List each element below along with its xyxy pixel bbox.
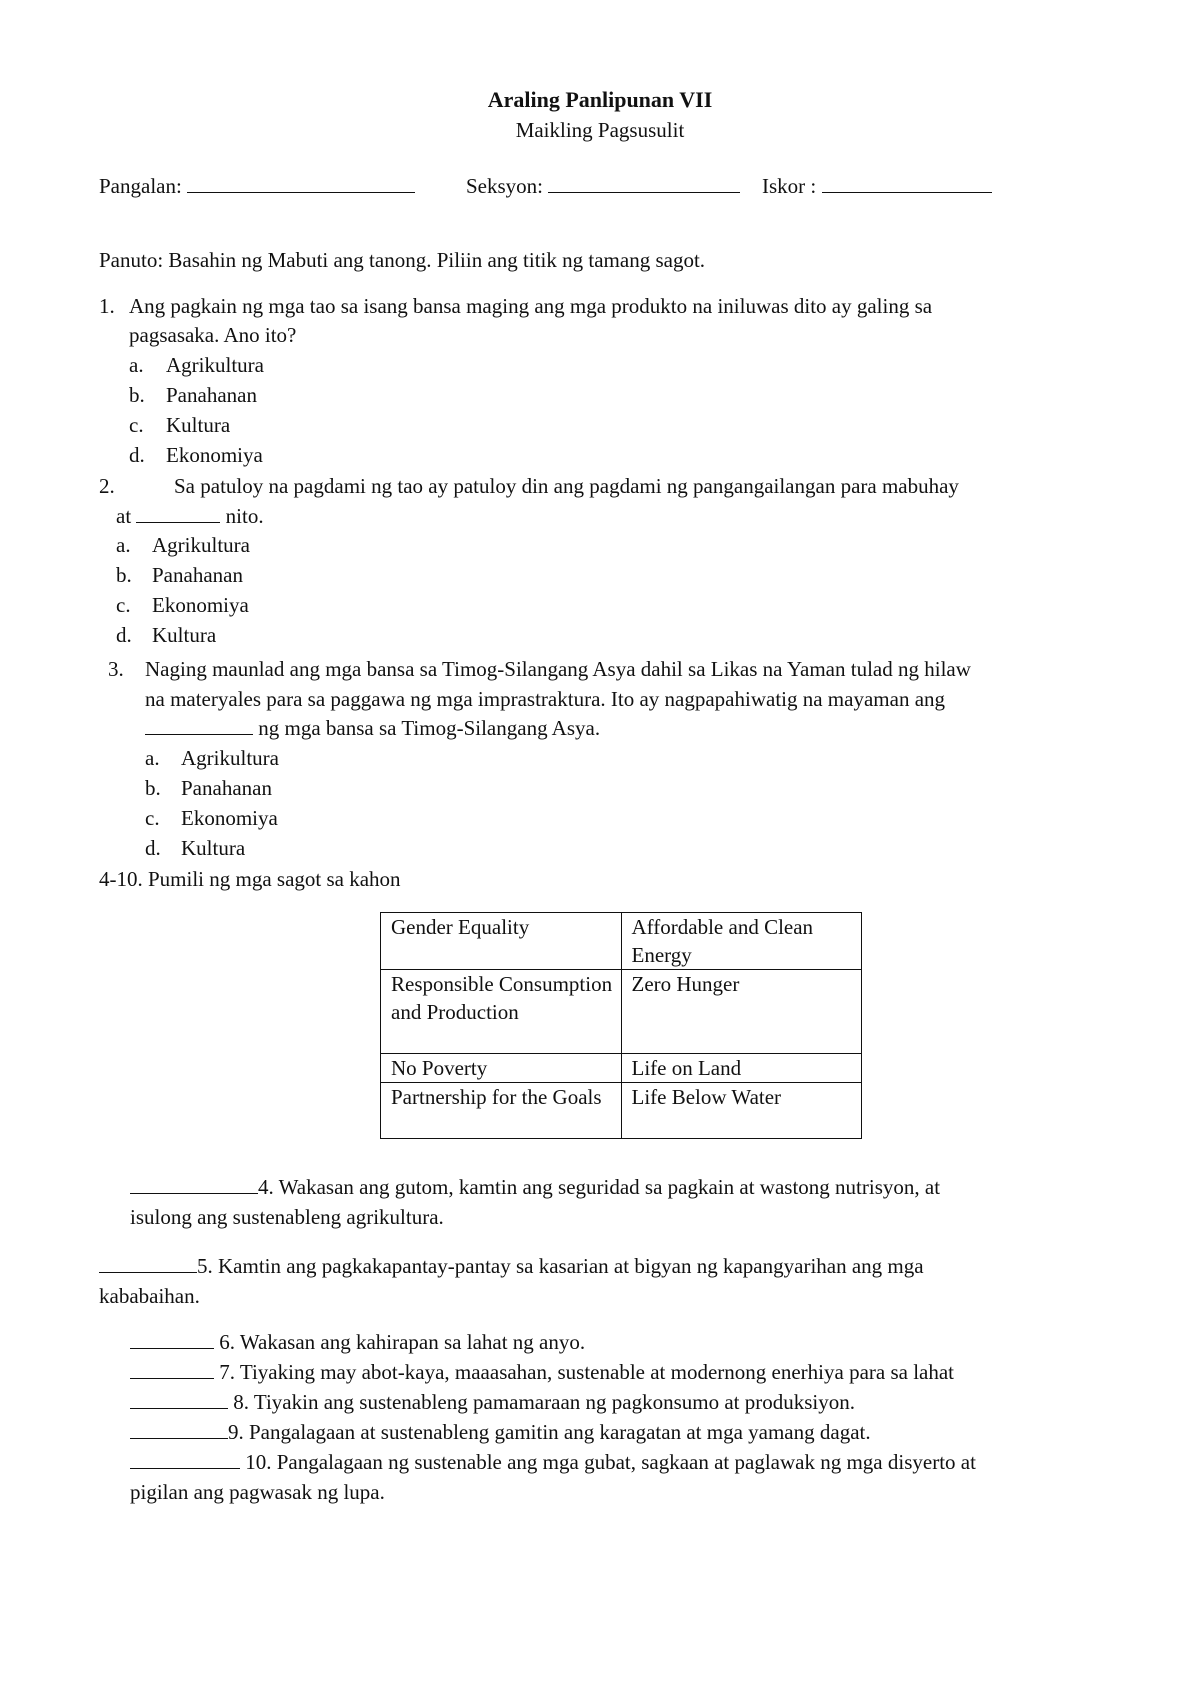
q3-choice-a-letter: a. [145,746,160,770]
answer-box [380,912,862,1139]
item-4 [130,1173,940,1201]
q2-choice-d[interactable]: Kultura [152,623,217,647]
answer-box-cell: Life Below Water [621,1083,862,1139]
question-2-number: 2. [99,474,115,498]
answer-box-row [381,970,862,1054]
q2-choice-a[interactable]: Agrikultura [152,533,250,557]
answer-box-cell: Responsible Consumption and Production [381,970,622,1054]
question-2-blank[interactable] [136,502,220,523]
item-7 [130,1358,954,1386]
item-8 [130,1388,855,1416]
q3-choice-b[interactable]: Panahanan [181,776,272,800]
section-label: Seksyon: [466,174,544,198]
q1-choice-c-letter: c. [129,413,144,437]
question-2-text: Sa patuloy na pagdami ng tao ay patuloy din ang pagdami ng pangangailangan para mabuhay [174,474,959,498]
q1-choice-a-letter: a. [129,353,144,377]
q2-choice-d-letter: d. [116,623,132,647]
question-2-text-cont [116,502,264,530]
item-6-text: 6. Wakasan ang kahirapan sa lahat ng anyo. [219,1330,586,1354]
question-1-text: Ang pagkain ng mga tao sa isang bansa maging ang mga produkto na iniluwas dito ay galing sa [129,294,933,318]
item-10 [130,1448,976,1476]
name-label: Pangalan: [99,174,182,198]
q2-choice-b-letter: b. [116,563,132,587]
score-label: Iskor : [762,174,817,198]
item-6-blank[interactable] [130,1328,214,1349]
name-blank[interactable] [187,172,415,193]
q3-choice-c[interactable]: Ekonomiya [181,806,278,830]
question-1-text-cont: pagsasaka. Ano ito? [129,323,297,347]
q1-choice-b[interactable]: Panahanan [166,383,257,407]
item-9-text: 9. Pangalagaan at sustenableng gamitin ang karagatan at mga yamang dagat. [228,1420,871,1444]
answer-box-row [381,1083,862,1139]
q1-choice-a[interactable]: Agrikultura [166,353,264,377]
score-blank[interactable] [822,172,992,193]
item-8-blank[interactable] [130,1388,228,1409]
score-field[interactable] [762,172,992,200]
answer-box-row [381,913,862,970]
q3-choice-a[interactable]: Agrikultura [181,746,279,770]
item-10-text-cont: pigilan ang pagwasak ng lupa. [130,1480,385,1504]
name-field[interactable] [99,172,415,200]
answer-box-cell: Affordable and Clean Energy [621,913,862,970]
question-3-text: Naging maunlad ang mga bansa sa Timog-Silangang Asya dahil sa Likas na Yaman tulad ng hilaw [145,657,971,681]
item-10-text: 10. Pangalagaan ng sustenable ang mga gubat, sagkaan at paglawak ng mga disyerto at [245,1450,976,1474]
page-title: Araling Panlipunan VII [487,87,713,112]
page-subtitle: Maikling Pagsusulit [515,118,685,142]
question-3-number: 3. [108,657,124,681]
question-2-nito: nito. [225,504,264,528]
question-1-number: 1. [99,294,115,318]
q2-choice-c[interactable]: Ekonomiya [152,593,249,617]
item-4-text-cont: isulong ang sustenableng agrikultura. [130,1205,444,1229]
question-3-blank[interactable] [145,714,253,735]
q1-choice-d-letter: d. [129,443,145,467]
section-field[interactable] [466,172,740,200]
q3-choice-d-letter: d. [145,836,161,860]
q3-choice-b-letter: b. [145,776,161,800]
answer-box-row [381,1054,862,1083]
item-9-blank[interactable] [130,1418,228,1439]
item-7-blank[interactable] [130,1358,214,1379]
item-6 [130,1328,585,1356]
answer-box-cell: Life on Land [621,1054,862,1083]
item-5-text: 5. Kamtin ang pagkakapantay-pantay sa kasarian at bigyan ng kapangyarihan ang mga [197,1254,924,1278]
item-4-text: 4. Wakasan ang gutom, kamtin ang seguridad sa pagkain at wastong nutrisyon, at [258,1175,941,1199]
question-3-text-cont2 [145,714,600,742]
q3-choice-c-letter: c. [145,806,160,830]
q3-choice-d[interactable]: Kultura [181,836,246,860]
answer-box-cell: Partnership for the Goals [381,1083,622,1139]
item-9 [130,1418,871,1446]
item-5-blank[interactable] [99,1252,197,1273]
section-2-heading: 4-10. Pumili ng mga sagot sa kahon [99,867,401,891]
answer-box-cell: Zero Hunger [621,970,862,1054]
answer-box-cell: Gender Equality [381,913,622,970]
answer-box-cell: No Poverty [381,1054,622,1083]
question-3-tail: ng mga bansa sa Timog-Silangang Asya. [258,716,601,740]
item-5 [99,1252,924,1280]
instructions: Panuto: Basahin ng Mabuti ang tanong. Piliin ang titik ng tamang sagot. [99,248,706,272]
q2-choice-a-letter: a. [116,533,131,557]
item-5-text-cont: kababaihan. [99,1284,200,1308]
q1-choice-b-letter: b. [129,383,145,407]
q2-choice-b[interactable]: Panahanan [152,563,243,587]
q2-choice-c-letter: c. [116,593,131,617]
item-4-blank[interactable] [130,1173,258,1194]
q1-choice-c[interactable]: Kultura [166,413,231,437]
item-7-text: 7. Tiyaking may abot-kaya, maaasahan, sustenable at modernong enerhiya para sa lahat [219,1360,955,1384]
item-10-blank[interactable] [130,1448,240,1469]
item-8-text: 8. Tiyakin ang sustenableng pamamaraan ng pagkonsumo at produksiyon. [233,1390,855,1414]
q1-choice-d[interactable]: Ekonomiya [166,443,263,467]
question-2-at: at [116,504,132,528]
section-blank[interactable] [548,172,740,193]
question-3-text-cont: na materyales para sa paggawa ng mga imprastraktura. Ito ay nagpapahiwatig na mayaman ang [145,687,946,711]
